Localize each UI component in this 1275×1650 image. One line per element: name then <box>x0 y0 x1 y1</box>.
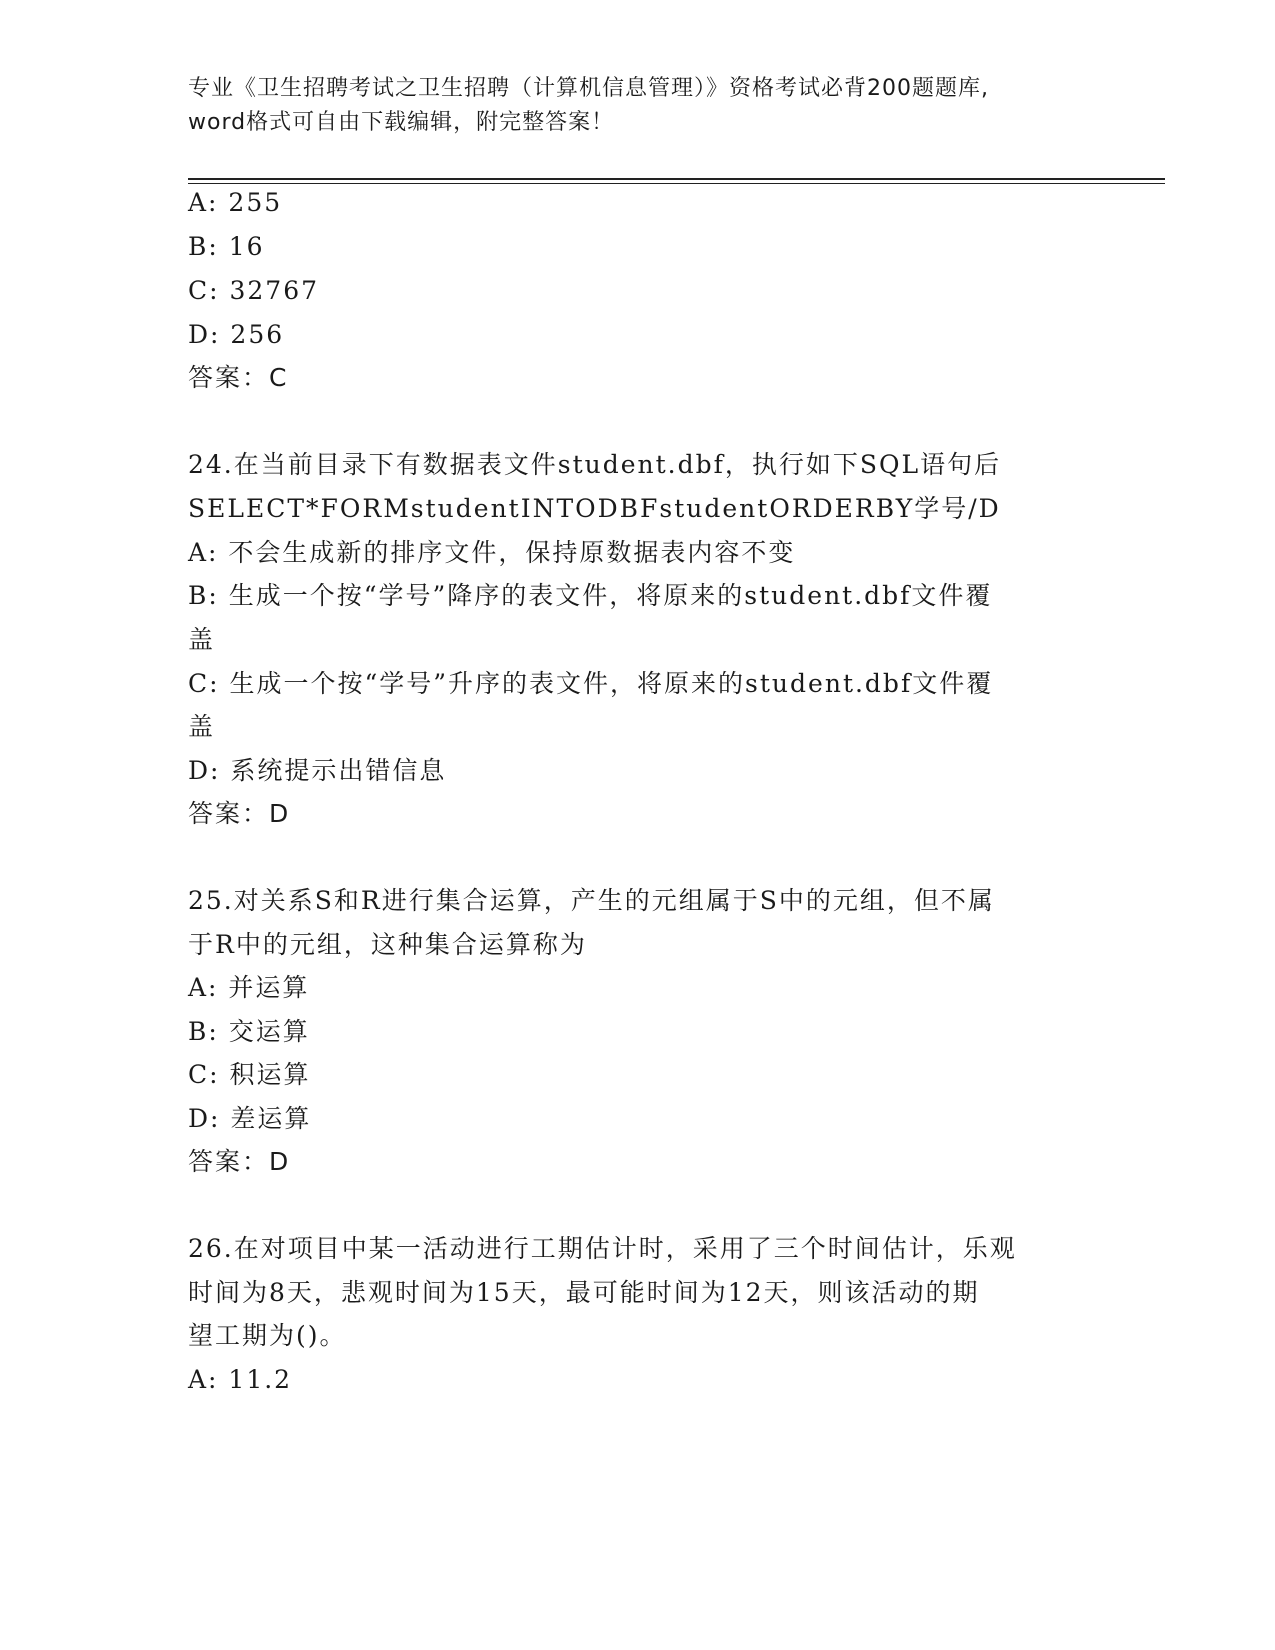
answer: 答案：C <box>188 363 289 392</box>
option-a: A: 不会生成新的排序文件，保持原数据表内容不变 <box>188 538 796 567</box>
header-line-1: 专业《卫生招聘考试之卫生招聘（计算机信息管理）》资格考试必背200题题库, <box>188 76 989 101</box>
option-d: D: 差运算 <box>188 1104 312 1133</box>
option-b-continued: 盖 <box>188 625 216 654</box>
option-b: B: 交运算 <box>188 1017 310 1046</box>
question-25-stem-2: 于R中的元组，这种集合运算称为 <box>188 930 587 959</box>
question-26-stem-2: 时间为8天，悲观时间为15天，最可能时间为12天，则该活动的期 <box>188 1278 980 1307</box>
question-26-stem-3: 望工期为()。 <box>188 1321 347 1350</box>
option-a: A: 11.2 <box>188 1365 293 1394</box>
option-c: C: 积运算 <box>188 1060 311 1089</box>
document-header <box>188 72 1088 140</box>
question-26-stem-1: 26.在对项目中某一活动进行工期估计时，采用了三个时间估计，乐观 <box>188 1234 1017 1263</box>
option-d: D: 系统提示出错信息 <box>188 756 447 785</box>
option-d: D: 256 <box>188 320 285 349</box>
header-divider <box>188 178 1165 184</box>
question-25-stem-1: 25.对关系S和R进行集合运算，产生的元组属于S中的元组，但不属 <box>188 886 995 915</box>
question-24-stem-2: SELECT*FORMstudentINTODBFstudentORDERBY学号/D <box>188 494 1001 523</box>
header-line-2: word格式可自由下载编辑，附完整答案！ <box>188 110 615 135</box>
option-b: B: 生成一个按“学号”降序的表文件，将原来的student.dbf文件覆 <box>188 581 993 610</box>
option-a: A: 并运算 <box>188 973 310 1002</box>
answer: 答案：D <box>188 1147 291 1176</box>
option-c-continued: 盖 <box>188 712 216 741</box>
option-a: A: 255 <box>188 188 283 217</box>
option-b: B: 16 <box>188 232 265 261</box>
option-c: C: 生成一个按“学号”升序的表文件，将原来的student.dbf文件覆 <box>188 669 994 698</box>
question-24-stem-1: 24.在当前目录下有数据表文件student.dbf，执行如下SQL语句后 <box>188 450 1002 479</box>
answer: 答案：D <box>188 799 291 828</box>
option-c: C: 32767 <box>188 276 320 305</box>
